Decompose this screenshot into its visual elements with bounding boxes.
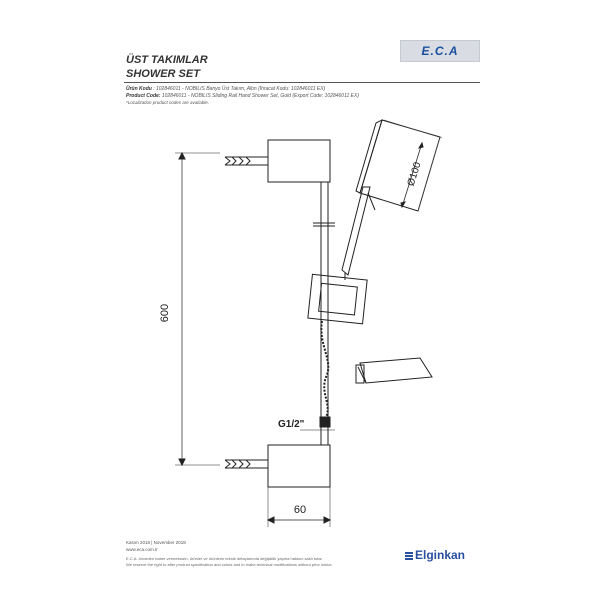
hose-nut — [320, 417, 330, 427]
eca-logo — [400, 40, 480, 62]
product-code-en — [126, 93, 359, 99]
thread-label: G1/2" — [278, 419, 305, 430]
product-code-tr — [126, 86, 325, 92]
bottom-bracket — [268, 445, 330, 487]
top-wall-plug — [225, 157, 268, 165]
elginkan-mark-icon — [405, 551, 413, 561]
top-bracket — [268, 140, 330, 182]
eca-logo-text: E.C.A — [421, 44, 459, 58]
product-code-tr-label: Ürün Kodu — [126, 86, 152, 92]
footer-note-tr: E.C.A. önceden haber vermeksizin, ürünler ve ürünlerin teknik detaylarında değişiklik yapma hakkını saklı tutar. — [126, 556, 323, 561]
soap-dish — [356, 358, 432, 383]
slider-holder — [308, 274, 367, 324]
product-code-en-label: Product Code: — [126, 93, 161, 99]
width-dimension-label: 60 — [293, 504, 307, 516]
footer-note-en: We reserve the right to alter product specification and colors and to make technical modifications without prior notice. — [126, 562, 333, 567]
title-en: SHOWER SET — [126, 68, 200, 80]
technical-drawing — [120, 115, 480, 535]
bottom-wall-plug — [225, 460, 268, 468]
header-divider — [124, 82, 480, 83]
product-code-en-value: 102846011 - NOBILIS Sliding Rail Hand Shower Set, Gold (Export Code: 102846011 EX) — [161, 93, 359, 99]
title-tr: ÜST TAKIMLAR — [126, 54, 208, 66]
shower-hose — [321, 321, 328, 417]
footer-url[interactable]: www.eca.com.tr — [126, 547, 158, 552]
product-code-tr-value: : 102846011 - NOBILIS Banyo Üst Takım, Altın (İhracat Kodu: 102846011 EX) — [153, 86, 326, 92]
elginkan-logo — [405, 548, 465, 562]
localization-note: *Localization product codes are available. — [126, 100, 210, 105]
height-dimension-label: 600 — [159, 303, 171, 323]
shower-handle — [342, 187, 370, 275]
elginkan-text: Elginkan — [415, 548, 466, 562]
diameter-dimension-label: Ø100 — [405, 160, 424, 188]
footer-date: Kasım 2018 | November 2018 — [126, 540, 186, 545]
